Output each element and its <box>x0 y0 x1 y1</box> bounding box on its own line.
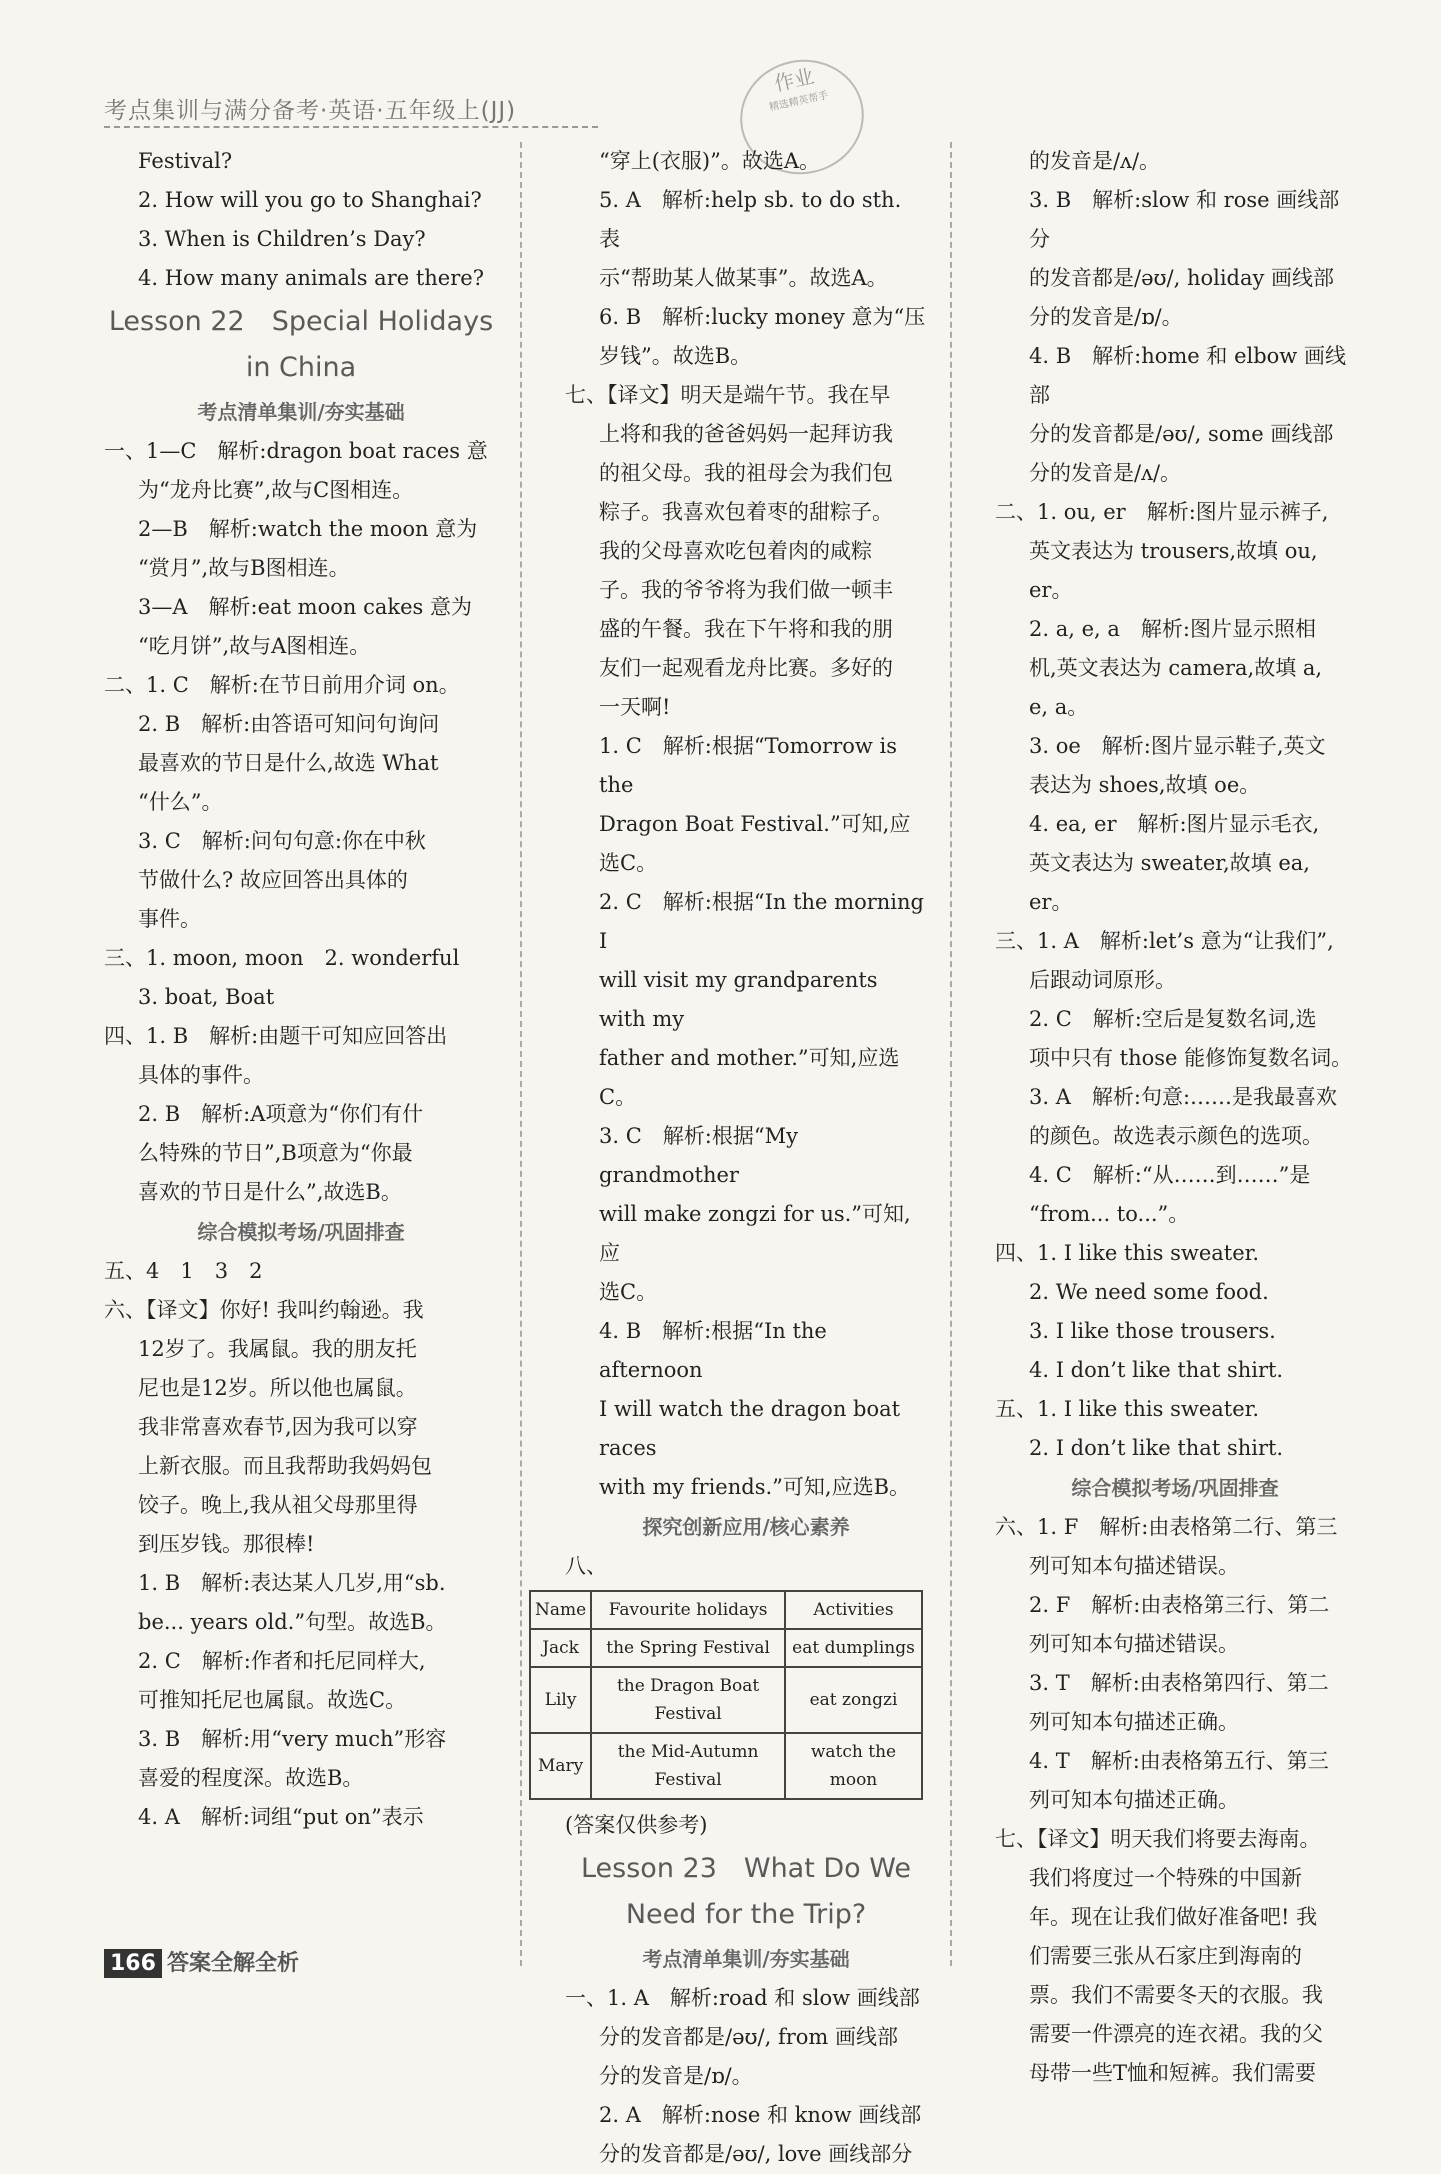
answer-line: 的颜色。故选表示颜色的选项。 <box>1029 1124 1323 1148</box>
answer-line: 2—B 解析:watch the moon 意为 <box>138 517 478 541</box>
answer-line: 子。我的爷爷将为我们做一顿丰 <box>599 578 893 602</box>
table-row <box>530 1733 922 1799</box>
section-heading: 考点清单集训/夯实基础 <box>197 400 405 424</box>
answer-line: I will watch the dragon boat races <box>599 1397 901 1460</box>
answer-line: 2. a, e, a 解析:图片显示照相 <box>1029 617 1316 641</box>
answer-line: 节做什么? 故应回答出具体的 <box>138 868 408 892</box>
answer-line: 4. I don’t like that shirt. <box>1029 1358 1284 1382</box>
answer-line: 七、【译文】明天是端午节。我在早 <box>565 383 891 407</box>
answer-line: 四、1. B 解析:由题干可知应回答出 <box>104 1024 448 1048</box>
answer-line: 示“帮助某人做某事”。故选A。 <box>599 266 888 290</box>
answer-line: 3. T 解析:由表格第四行、第二 <box>1029 1671 1329 1695</box>
table-header-cell: Favourite holidays <box>591 1591 785 1629</box>
answer-line: 可推知托尼也属鼠。故选C。 <box>138 1688 407 1712</box>
answer-line: 3. B 解析:slow 和 rose 画线部分 <box>1029 188 1340 251</box>
answer-line: 具体的事件。 <box>138 1063 264 1087</box>
answer-line: 最喜欢的节日是什么,故选 What <box>138 751 439 775</box>
answer-line: 3. I like those trousers. <box>1029 1319 1276 1343</box>
table-header-cell: Name <box>530 1591 591 1629</box>
answer-line: e, a。 <box>1029 695 1089 719</box>
answer-line: 八、 <box>565 1554 607 1578</box>
answer-line: 2. I don’t like that shirt. <box>1029 1436 1284 1460</box>
answer-line: 二、1. ou, er 解析:图片显示裤子, <box>995 500 1329 524</box>
answer-line: 4. C 解析:“从……到……”是 <box>1029 1163 1311 1187</box>
answer-line: 3—A 解析:eat moon cakes 意为 <box>138 595 472 619</box>
table-header-row <box>530 1591 922 1629</box>
answer-line: 3. C 解析:问句句意:你在中秋 <box>138 829 426 853</box>
answer-line: 2. B 解析:由答语可知问句询问 <box>138 712 440 736</box>
answer-line: 英文表达为 sweater,故填 ea, er。 <box>1029 851 1310 914</box>
section-heading: 综合模拟考场/巩固排查 <box>1071 1476 1279 1500</box>
running-header: 考点集训与满分备考·英语·五年级上(JJ) <box>104 98 517 124</box>
footer-label: 答案全解全析 <box>167 1951 300 1976</box>
column-1 <box>104 142 498 1837</box>
answer-line: 饺子。晚上,我从祖父母那里得 <box>138 1493 418 1517</box>
page-number: 166 <box>104 1949 162 1978</box>
answer-line: “吃月饼”,故与A图相连。 <box>138 634 371 658</box>
answer-line: 分的发音都是/əʊ/, from 画线部 <box>599 2025 898 2049</box>
answer-line: will make zongzi for us.”可知,应 <box>599 1202 911 1265</box>
answer-line: 尼也是12岁。所以他也属鼠。 <box>138 1376 417 1400</box>
answer-line: 英文表达为 trousers,故填 ou, er。 <box>1029 539 1318 602</box>
answer-line: 2. We need some food. <box>1029 1280 1269 1304</box>
answer-line: be... years old.”句型。故选B。 <box>138 1610 447 1634</box>
answer-line: 喜欢的节日是什么”,故选B。 <box>138 1180 402 1204</box>
answer-line: 粽子。我喜欢包着枣的甜粽子。 <box>599 500 893 524</box>
column-divider-1 <box>520 142 522 1966</box>
answer-line: 列可知本句描述正确。 <box>1029 1788 1239 1812</box>
column-3 <box>995 142 1355 2093</box>
answer-line: 3. A 解析:句意:……是我最喜欢 <box>1029 1085 1338 1109</box>
answer-line: 选C。 <box>599 851 658 875</box>
column-2-top <box>565 142 927 1586</box>
answer-line: 五、1. I like this sweater. <box>995 1397 1260 1421</box>
answer-line: 2. C 解析:作者和托尼同样大, <box>138 1649 426 1673</box>
answer-line: 4. ea, er 解析:图片显示毛衣, <box>1029 812 1320 836</box>
answer-line: 三、1. A 解析:let’s 意为“让我们”, <box>995 929 1334 953</box>
answer-line: 3. oe 解析:图片显示鞋子,英文 <box>1029 734 1326 758</box>
answer-line: 1. B 解析:表达某人几岁,用“sb. <box>138 1571 446 1595</box>
answer-line: 3. When is Children’s Day? <box>138 227 426 251</box>
answer-line: 的发音是/ʌ/。 <box>1029 149 1161 173</box>
answer-line: (答案仅供参考) <box>565 1813 708 1837</box>
answer-line: 4. A 解析:词组“put on”表示 <box>138 1805 424 1829</box>
table-cell: Mary <box>530 1733 591 1799</box>
answer-line: 分的发音都是/əʊ/, love 画线部分 <box>599 2142 913 2166</box>
answer-line: 上将和我的爸爸妈妈一起拜访我 <box>599 422 893 446</box>
answer-line: 为“龙舟比赛”,故与C图相连。 <box>138 478 414 502</box>
answer-line: 4. How many animals are there? <box>138 266 484 290</box>
answer-line: 喜爱的程度深。故选B。 <box>138 1766 364 1790</box>
answer-line: 3. B 解析:用“very much”形容 <box>138 1727 447 1751</box>
answer-line: 到压岁钱。那很棒! <box>138 1532 315 1556</box>
lesson-title: in China <box>245 352 357 383</box>
answer-line: 六、1. F 解析:由表格第二行、第三 <box>995 1515 1338 1539</box>
answer-line: 分的发音是/ɒ/。 <box>1029 305 1183 329</box>
answer-line: 我们将度过一个特殊的中国新 <box>1029 1866 1302 1890</box>
answer-line: 12岁了。我属鼠。我的朋友托 <box>138 1337 417 1361</box>
answer-line: 们需要三张从石家庄到海南的 <box>1029 1944 1302 1968</box>
stamp-subtext: 精选精英帮手 <box>768 90 830 114</box>
answer-line: 后跟动词原形。 <box>1029 968 1176 992</box>
table-row <box>530 1667 922 1733</box>
answer-line: “赏月”,故与B图相连。 <box>138 556 350 580</box>
answer-line: 列可知本句描述正确。 <box>1029 1710 1239 1734</box>
answer-line: 需要一件漂亮的连衣裙。我的父 <box>1029 2022 1323 2046</box>
answer-line: Dragon Boat Festival.”可知,应 <box>599 812 911 836</box>
answer-line: “from... to...”。 <box>1029 1202 1190 1226</box>
answer-line: 2. A 解析:nose 和 know 画线部 <box>599 2103 922 2127</box>
answer-line: father and mother.”可知,应选C。 <box>599 1046 900 1109</box>
answer-line: 二、1. C 解析:在节日前用介词 on。 <box>104 673 460 697</box>
answer-line: 2. F 解析:由表格第三行、第二 <box>1029 1593 1330 1617</box>
answer-line: 一、1—C 解析:dragon boat races 意 <box>104 439 488 463</box>
answer-line: 的祖父母。我的祖母会为我们包 <box>599 461 893 485</box>
answer-line: “穿上(衣服)”。故选A。 <box>599 149 821 173</box>
table-cell: the Mid-Autumn Festival <box>591 1733 785 1799</box>
answer-line: 2. C 解析:空后是复数名词,选 <box>1029 1007 1317 1031</box>
page-footer <box>104 1946 299 1978</box>
section-heading: 探究创新应用/核心素养 <box>642 1515 850 1539</box>
answer-line: 母带一些T恤和短裤。我们需要 <box>1029 2061 1317 2085</box>
answer-line: with my friends.”可知,应选B。 <box>599 1475 911 1499</box>
answer-line: 我的父母喜欢吃包着肉的咸粽 <box>599 539 872 563</box>
section-heading: 综合模拟考场/巩固排查 <box>197 1220 405 1244</box>
answer-line: 项中只有 those 能修饰复数名词。 <box>1029 1046 1353 1070</box>
table-cell: the Dragon Boat Festival <box>591 1667 785 1733</box>
answer-line: 七、【译文】明天我们将要去海南。 <box>995 1827 1321 1851</box>
table-cell: eat zongzi <box>785 1667 922 1733</box>
lesson-title: Lesson 22 Special Holidays <box>108 306 494 337</box>
answer-line: 四、1. I like this sweater. <box>995 1241 1260 1265</box>
table-cell: Jack <box>530 1629 591 1667</box>
stamp-text: 作业 <box>772 63 817 96</box>
answer-line: 机,英文表达为 camera,故填 a, <box>1029 656 1323 680</box>
answer-line: 列可知本句描述错误。 <box>1029 1632 1239 1656</box>
answer-line: 三、1. moon, moon 2. wonderful <box>104 946 460 970</box>
section-heading: 考点清单集训/夯实基础 <box>642 1947 850 1971</box>
answer-line: 3. boat, Boat <box>138 985 275 1009</box>
table-cell: watch the moon <box>785 1733 922 1799</box>
holiday-table <box>529 1590 923 1800</box>
answer-line: 列可知本句描述错误。 <box>1029 1554 1239 1578</box>
answer-line: 分的发音是/ɒ/。 <box>599 2064 753 2088</box>
answer-line: will visit my grandparents with my <box>599 968 878 1031</box>
answer-line: 盛的午餐。我在下午将和我的朋 <box>599 617 893 641</box>
answer-line: 六、【译文】你好! 我叫约翰逊。我 <box>104 1298 424 1322</box>
table-row <box>530 1629 922 1667</box>
answer-line: 3. C 解析:根据“My grandmother <box>599 1124 798 1187</box>
table-cell: the Spring Festival <box>591 1629 785 1667</box>
answer-line: 4. B 解析:根据“In the afternoon <box>599 1319 827 1382</box>
answer-line: 表达为 shoes,故填 oe。 <box>1029 773 1261 797</box>
answer-line: 岁钱”。故选B。 <box>599 344 752 368</box>
answer-line: 分的发音是/ʌ/。 <box>1029 461 1182 485</box>
answer-line: 选C。 <box>599 1280 658 1304</box>
answer-line: Festival? <box>138 149 233 173</box>
table-cell: Lily <box>530 1667 591 1733</box>
answer-line: 么特殊的节日”,B项意为“你最 <box>138 1141 413 1165</box>
header-rule <box>104 126 598 128</box>
answer-line: 票。我们不需要冬天的衣服。我 <box>1029 1983 1323 2007</box>
answer-line: 五、4 1 3 2 <box>104 1259 263 1283</box>
answer-line: 4. T 解析:由表格第五行、第三 <box>1029 1749 1329 1773</box>
column-2-bottom <box>565 1806 927 2174</box>
answer-line: 5. A 解析:help sb. to do sth. 表 <box>599 188 902 251</box>
answer-line: 一、1. A 解析:road 和 slow 画线部 <box>565 1986 920 2010</box>
answer-line: 友们一起观看龙舟比赛。多好的 <box>599 656 893 680</box>
answer-line: 上新衣服。而且我帮助我妈妈包 <box>138 1454 432 1478</box>
column-2 <box>535 142 927 2174</box>
answer-line: 的发音都是/əʊ/, holiday 画线部 <box>1029 266 1335 290</box>
answer-line: 2. C 解析:根据“In the morning I <box>599 890 924 953</box>
table-header-cell: Activities <box>785 1591 922 1629</box>
answer-line: 事件。 <box>138 907 201 931</box>
answer-line: 1. C 解析:根据“Tomorrow is the <box>599 734 898 797</box>
lesson-title: Lesson 23 What Do We <box>580 1853 912 1884</box>
answer-line: “什么”。 <box>138 790 223 814</box>
answer-line: 2. B 解析:A项意为“你们有什 <box>138 1102 424 1126</box>
answer-line: 年。现在让我们做好准备吧! 我 <box>1029 1905 1318 1929</box>
answer-line: 分的发音都是/əʊ/, some 画线部 <box>1029 422 1334 446</box>
column-divider-2 <box>950 142 952 1966</box>
lesson-title: Need for the Trip? <box>625 1899 867 1930</box>
answer-line: 6. B 解析:lucky money 意为“压 <box>599 305 926 329</box>
answer-line: 4. B 解析:home 和 elbow 画线部 <box>1029 344 1346 407</box>
answer-line: 2. How will you go to Shanghai? <box>138 188 482 212</box>
table-cell: eat dumplings <box>785 1629 922 1667</box>
answer-line: 一天啊! <box>599 695 671 719</box>
answer-line: 我非常喜欢春节,因为我可以穿 <box>138 1415 418 1439</box>
